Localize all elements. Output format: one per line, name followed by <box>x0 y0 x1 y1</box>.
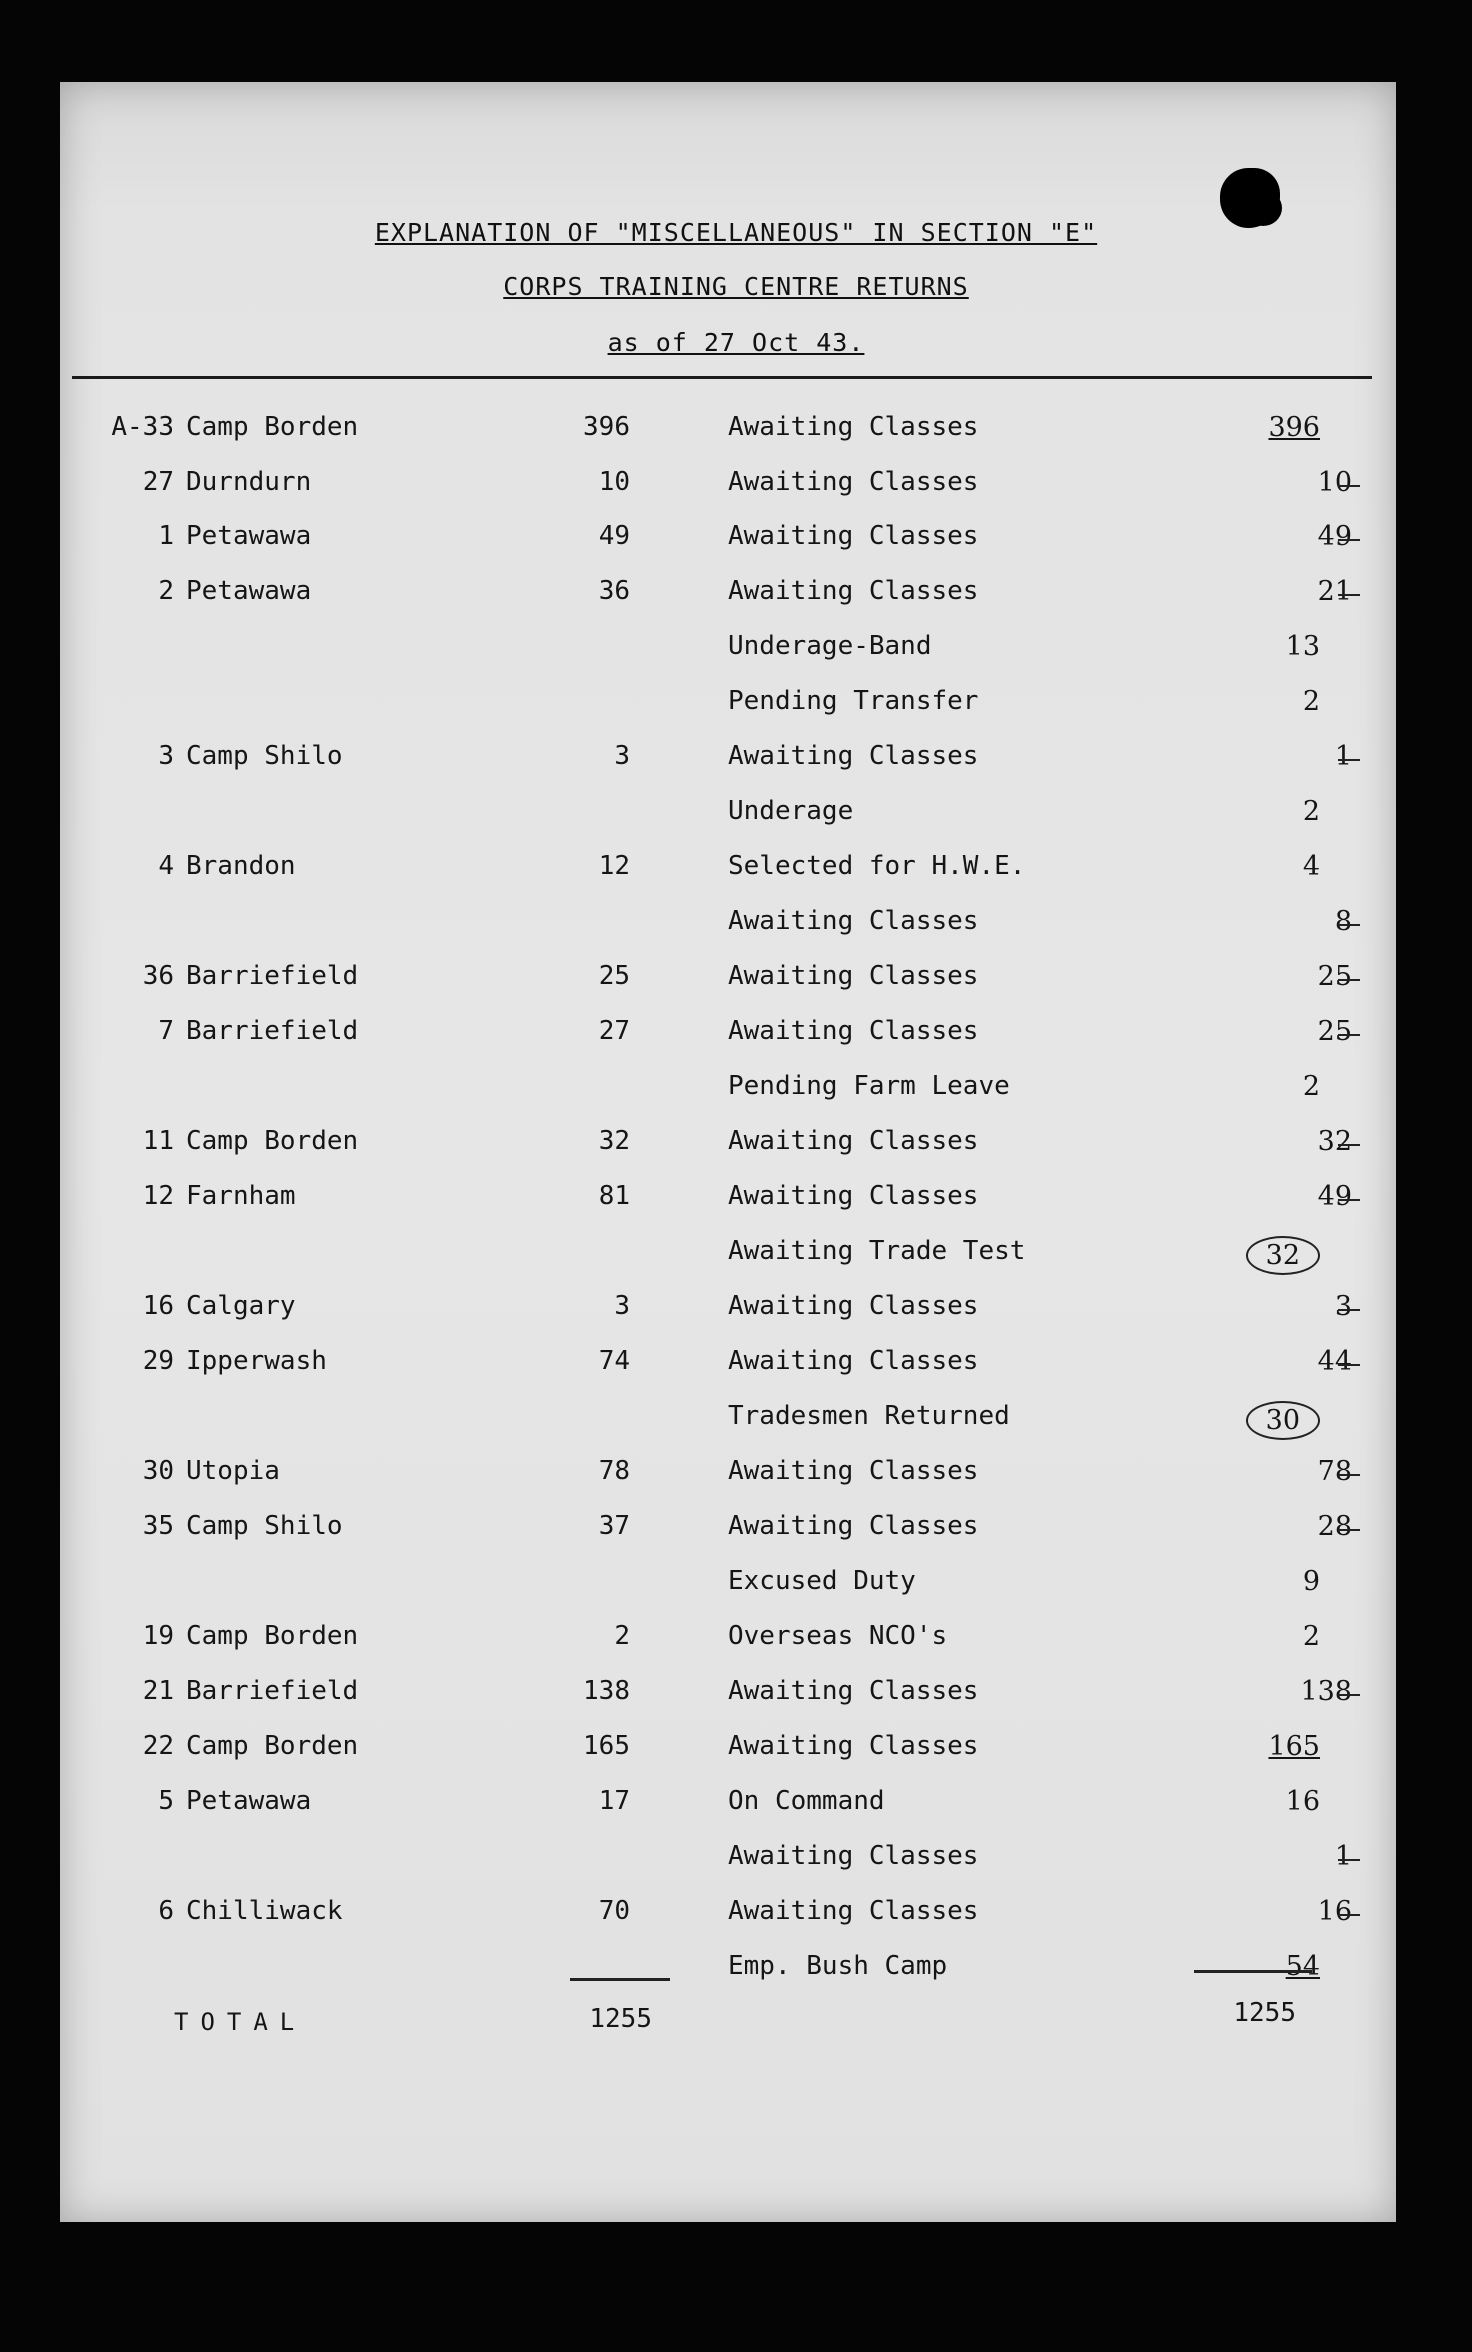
check-mark <box>1338 1474 1360 1476</box>
unit-location: Petawawa <box>186 1786 312 1816</box>
breakdown-number: 54 <box>1285 1951 1320 1982</box>
breakdown-number: 10 <box>1317 467 1352 498</box>
unit-count: 81 <box>598 1181 630 1211</box>
unit-count: 17 <box>598 1786 630 1816</box>
check-mark <box>1338 1199 1360 1201</box>
breakdown-number: 16 <box>1317 1896 1352 1927</box>
count-sum-line <box>570 1978 670 1981</box>
unit-location: Camp Borden <box>186 412 359 442</box>
unit-location: Ipperwash <box>186 1346 327 1376</box>
breakdown-number: 44 <box>1317 1346 1352 1377</box>
table-row <box>0 521 1472 561</box>
reason-text: Awaiting Classes <box>728 1291 979 1321</box>
unit-count: 396 <box>583 412 630 442</box>
unit-location: Camp Borden <box>186 1621 359 1651</box>
unit-number: 27 <box>142 467 174 497</box>
check-mark <box>1338 1144 1360 1146</box>
unit-number: 1 <box>158 521 174 551</box>
table-row <box>0 1841 1472 1881</box>
reason-text: Tradesmen Returned <box>728 1401 1010 1431</box>
table-row <box>0 1621 1472 1661</box>
unit-location: Chilliwack <box>186 1896 343 1926</box>
breakdown-number: 25 <box>1317 1016 1352 1047</box>
document-title: EXPLANATION OF "MISCELLANEOUS" IN SECTION "E" <box>374 218 1098 247</box>
breakdown-number: 396 <box>1268 412 1320 443</box>
breakdown-number: 1 <box>1334 1841 1352 1872</box>
reason-text: Emp. Bush Camp <box>728 1951 948 1981</box>
breakdown-number: 4 <box>1302 851 1320 882</box>
document-subtitle: CORPS TRAINING CENTRE RETURNS <box>503 272 969 301</box>
table-row <box>0 961 1472 1001</box>
table-row <box>0 467 1472 507</box>
unit-number: 35 <box>142 1511 174 1541</box>
check-mark <box>1338 485 1360 487</box>
unit-location: Barriefield <box>186 1676 359 1706</box>
unit-location: Durndurn <box>186 467 312 497</box>
unit-count: 49 <box>598 521 630 551</box>
reason-text: Selected for H.W.E. <box>728 851 1026 881</box>
unit-location: Brandon <box>186 851 296 881</box>
reason-text: Awaiting Classes <box>728 521 979 551</box>
unit-number: 21 <box>142 1676 174 1706</box>
unit-location: Barriefield <box>186 961 359 991</box>
reason-text: On Command <box>728 1786 885 1816</box>
reason-text: Awaiting Classes <box>728 1896 979 1926</box>
unit-count: 25 <box>598 961 630 991</box>
table-row <box>0 1291 1472 1331</box>
check-mark <box>1338 759 1360 761</box>
check-mark <box>1338 924 1360 926</box>
table-row <box>0 1346 1472 1386</box>
unit-count: 2 <box>614 1621 630 1651</box>
breakdown-number: 13 <box>1285 631 1320 662</box>
unit-count: 70 <box>598 1896 630 1926</box>
table-row <box>0 1786 1472 1826</box>
unit-number: 11 <box>142 1126 174 1156</box>
table-row <box>0 412 1472 452</box>
check-mark <box>1338 1529 1360 1531</box>
unit-location: Farnham <box>186 1181 296 1211</box>
table-row <box>0 851 1472 891</box>
breakdown-number: 8 <box>1334 906 1352 937</box>
unit-location: Camp Shilo <box>186 1511 343 1541</box>
breakdown-number: 138 <box>1300 1676 1352 1707</box>
unit-number: 16 <box>142 1291 174 1321</box>
header-divider <box>72 376 1372 379</box>
table-row <box>0 1126 1472 1166</box>
reason-text: Awaiting Classes <box>728 1731 979 1761</box>
reason-text: Awaiting Classes <box>728 576 979 606</box>
breakdown-number: 49 <box>1317 521 1352 552</box>
unit-number: 3 <box>158 741 174 771</box>
unit-count: 12 <box>598 851 630 881</box>
table-row <box>0 686 1472 726</box>
breakdown-number: 16 <box>1285 1786 1320 1817</box>
unit-count: 10 <box>598 467 630 497</box>
table-row <box>0 1511 1472 1551</box>
unit-location: Petawawa <box>186 576 312 606</box>
unit-number: 6 <box>158 1896 174 1926</box>
unit-number: 2 <box>158 576 174 606</box>
check-mark <box>1338 1914 1360 1916</box>
table-row <box>0 1181 1472 1221</box>
breakdown-number: 2 <box>1302 1071 1320 1102</box>
reason-text: Awaiting Classes <box>728 1346 979 1376</box>
breakdown-number: 2 <box>1302 686 1320 717</box>
reason-text: Pending Farm Leave <box>728 1071 1010 1101</box>
breakdown-number: 2 <box>1302 796 1320 827</box>
reason-text: Awaiting Classes <box>728 1181 979 1211</box>
reason-text: Awaiting Classes <box>728 961 979 991</box>
table-row <box>0 906 1472 946</box>
check-mark <box>1338 1694 1360 1696</box>
total-count: 1255 <box>589 2004 652 2034</box>
table-row <box>0 1401 1472 1441</box>
breakdown-number: 49 <box>1317 1181 1352 1212</box>
breakdown-number: 78 <box>1317 1456 1352 1487</box>
total-label: TOTAL <box>174 2008 307 2036</box>
unit-location: Camp Borden <box>186 1731 359 1761</box>
table-row <box>0 1456 1472 1496</box>
check-mark <box>1338 1309 1360 1311</box>
table-row <box>0 1566 1472 1606</box>
unit-count: 3 <box>614 741 630 771</box>
unit-number: 7 <box>158 1016 174 1046</box>
unit-location: Camp Borden <box>186 1126 359 1156</box>
reason-text: Awaiting Classes <box>728 412 979 442</box>
unit-location: Calgary <box>186 1291 296 1321</box>
reason-text: Underage-Band <box>728 631 932 661</box>
unit-count: 165 <box>583 1731 630 1761</box>
reason-text: Awaiting Classes <box>728 467 979 497</box>
breakdown-number: 28 <box>1317 1511 1352 1542</box>
table-row <box>0 631 1472 671</box>
unit-number: 5 <box>158 1786 174 1816</box>
reason-text: Awaiting Classes <box>728 1456 979 1486</box>
reason-text: Underage <box>728 796 854 826</box>
unit-count: 78 <box>598 1456 630 1486</box>
reason-text: Awaiting Classes <box>728 1841 979 1871</box>
reason-text: Awaiting Classes <box>728 1126 979 1156</box>
table-row <box>0 741 1472 781</box>
breakdown-number: 1 <box>1334 741 1352 772</box>
table-row <box>0 1071 1472 1111</box>
check-mark <box>1338 1364 1360 1366</box>
reason-text: Awaiting Classes <box>728 741 979 771</box>
unit-count: 36 <box>598 576 630 606</box>
unit-number: 30 <box>142 1456 174 1486</box>
document-date: as of 27 Oct 43. <box>607 328 865 357</box>
unit-count: 74 <box>598 1346 630 1376</box>
unit-count: 138 <box>583 1676 630 1706</box>
unit-number: 4 <box>158 851 174 881</box>
breakdown-number: 2 <box>1302 1621 1320 1652</box>
number-sum-line <box>1194 1970 1312 1973</box>
table-row <box>0 1896 1472 1936</box>
reason-text: Pending Transfer <box>728 686 979 716</box>
unit-number: 12 <box>142 1181 174 1211</box>
total-number: 1255 <box>1233 1998 1296 2028</box>
table-row <box>0 1016 1472 1056</box>
check-mark <box>1338 1034 1360 1036</box>
reason-text: Awaiting Classes <box>728 1511 979 1541</box>
unit-number: 22 <box>142 1731 174 1761</box>
breakdown-number: 3 <box>1334 1291 1352 1322</box>
reason-text: Overseas NCO's <box>728 1621 948 1651</box>
breakdown-number: 30 <box>1246 1401 1320 1440</box>
unit-number: 36 <box>142 961 174 991</box>
breakdown-number: 32 <box>1317 1126 1352 1157</box>
unit-count: 27 <box>598 1016 630 1046</box>
table-row <box>0 1676 1472 1716</box>
reason-text: Awaiting Classes <box>728 1016 979 1046</box>
reason-text: Awaiting Classes <box>728 1676 979 1706</box>
table-row <box>0 576 1472 616</box>
check-mark <box>1338 539 1360 541</box>
unit-number: 19 <box>142 1621 174 1651</box>
unit-count: 32 <box>598 1126 630 1156</box>
check-mark <box>1338 979 1360 981</box>
breakdown-number: 9 <box>1302 1566 1320 1597</box>
unit-count: 37 <box>598 1511 630 1541</box>
reason-text: Excused Duty <box>728 1566 916 1596</box>
unit-number: A-33 <box>111 412 174 442</box>
unit-location: Petawawa <box>186 521 312 551</box>
breakdown-number: 32 <box>1246 1236 1320 1275</box>
unit-count: 3 <box>614 1291 630 1321</box>
unit-location: Barriefield <box>186 1016 359 1046</box>
reason-text: Awaiting Trade Test <box>728 1236 1026 1266</box>
unit-location: Camp Shilo <box>186 741 343 771</box>
table-row <box>0 796 1472 836</box>
table-row <box>0 1731 1472 1771</box>
table-row <box>0 1236 1472 1276</box>
reason-text: Awaiting Classes <box>728 906 979 936</box>
breakdown-number: 21 <box>1317 576 1352 607</box>
breakdown-number: 165 <box>1268 1731 1320 1762</box>
check-mark <box>1338 1859 1360 1861</box>
unit-number: 29 <box>142 1346 174 1376</box>
breakdown-number: 25 <box>1317 961 1352 992</box>
check-mark <box>1338 594 1360 596</box>
unit-location: Utopia <box>186 1456 280 1486</box>
